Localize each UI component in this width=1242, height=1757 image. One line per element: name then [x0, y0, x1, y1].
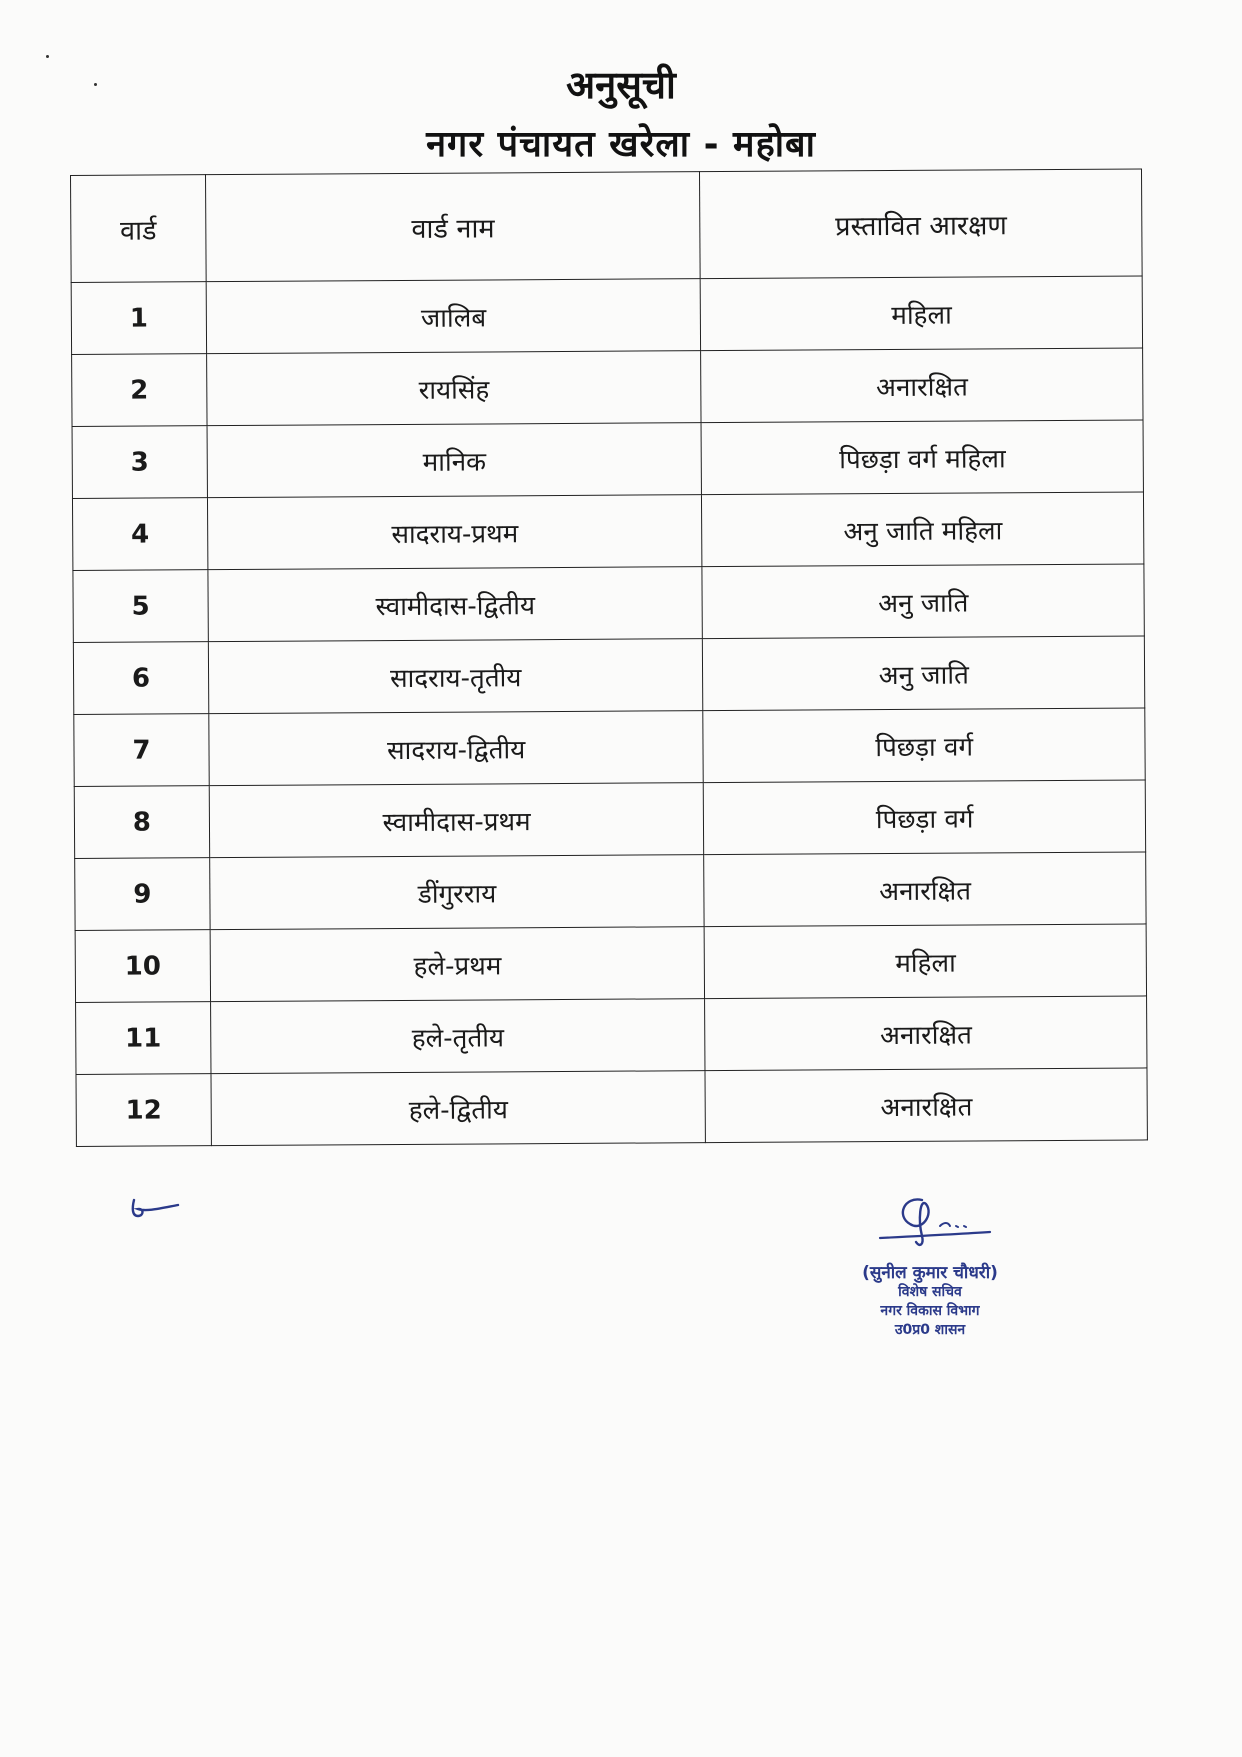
header-ward-name: वार्ड नाम	[205, 172, 700, 282]
ward-name: हले-तृतीय	[210, 999, 705, 1074]
table-row	[73, 564, 1144, 643]
ward-reservation: महिला	[701, 276, 1143, 351]
ward-reservation: अनारक्षित	[705, 1068, 1147, 1143]
table-row	[75, 924, 1146, 1003]
ward-name: सादराय-प्रथम	[207, 495, 702, 570]
ward-name: सादराय-द्वितीय	[209, 711, 704, 786]
ward-number: 10	[75, 930, 210, 1003]
table-row	[72, 492, 1143, 571]
ward-number: 11	[76, 1002, 211, 1075]
ward-number: 3	[72, 426, 207, 499]
signatory-name: (सुनील कुमार चौधरी)	[862, 1263, 998, 1283]
table-header-row	[71, 169, 1143, 283]
ward-number: 5	[73, 570, 208, 643]
ward-reservation: अनु जाति	[703, 636, 1145, 711]
signatory-designation: विशेष सचिव	[898, 1284, 962, 1300]
ward-number: 8	[74, 786, 209, 859]
ward-number: 2	[72, 354, 207, 427]
reservation-table	[70, 168, 1148, 1147]
signatory-office: उ0प्र0 शासन	[894, 1322, 966, 1338]
ward-number: 9	[75, 858, 210, 931]
ward-name: हले-प्रथम	[210, 927, 705, 1002]
table-row	[71, 276, 1142, 355]
ward-reservation: पिछड़ा वर्ग	[704, 780, 1146, 855]
ward-reservation: अनु जाति महिला	[702, 492, 1144, 567]
ward-name: मानिक	[207, 423, 702, 498]
table-row	[76, 1068, 1147, 1147]
ward-number: 1	[71, 282, 206, 355]
ward-number: 4	[72, 498, 207, 571]
ward-reservation: अनारक्षित	[704, 852, 1146, 927]
ward-reservation: महिला	[705, 924, 1147, 999]
table-row	[73, 636, 1144, 715]
ward-name: स्वामीदास-प्रथम	[209, 783, 704, 858]
ward-reservation: पिछड़ा वर्ग	[703, 708, 1145, 783]
ward-name: जालिब	[206, 279, 701, 354]
ward-reservation: पिछड़ा वर्ग महिला	[701, 420, 1143, 495]
ward-number: 7	[74, 714, 209, 787]
table-row	[74, 708, 1145, 787]
table-row	[72, 348, 1143, 427]
header-ward: वार्ड	[71, 175, 207, 283]
ward-reservation: अनारक्षित	[705, 996, 1147, 1071]
signature-mark	[860, 1190, 1000, 1260]
ward-name: रायसिंह	[206, 351, 701, 426]
signatory-department: नगर विकास विभाग	[880, 1303, 980, 1319]
ward-name: डींगुरराय	[210, 855, 705, 930]
ward-name: हले-द्वितीय	[211, 1071, 706, 1146]
signature-block	[800, 1190, 1060, 1340]
table-row	[72, 420, 1143, 499]
ward-reservation: अनारक्षित	[701, 348, 1143, 423]
ward-number: 6	[73, 642, 208, 715]
ward-name: सादराय-तृतीय	[208, 639, 703, 714]
table-row	[75, 852, 1146, 931]
handwritten-initial-mark	[128, 1196, 184, 1222]
ward-reservation: अनु जाति	[702, 564, 1144, 639]
ward-number: 12	[76, 1074, 211, 1147]
table-row	[74, 780, 1145, 859]
document-subtitle: नगर पंचायत खरेला - महोबा	[426, 124, 816, 165]
document-title: अनुसूची	[566, 63, 676, 107]
ward-name: स्वामीदास-द्वितीय	[208, 567, 703, 642]
table-row	[76, 996, 1147, 1075]
header-proposed-reservation: प्रस्तावित आरक्षण	[700, 169, 1142, 279]
